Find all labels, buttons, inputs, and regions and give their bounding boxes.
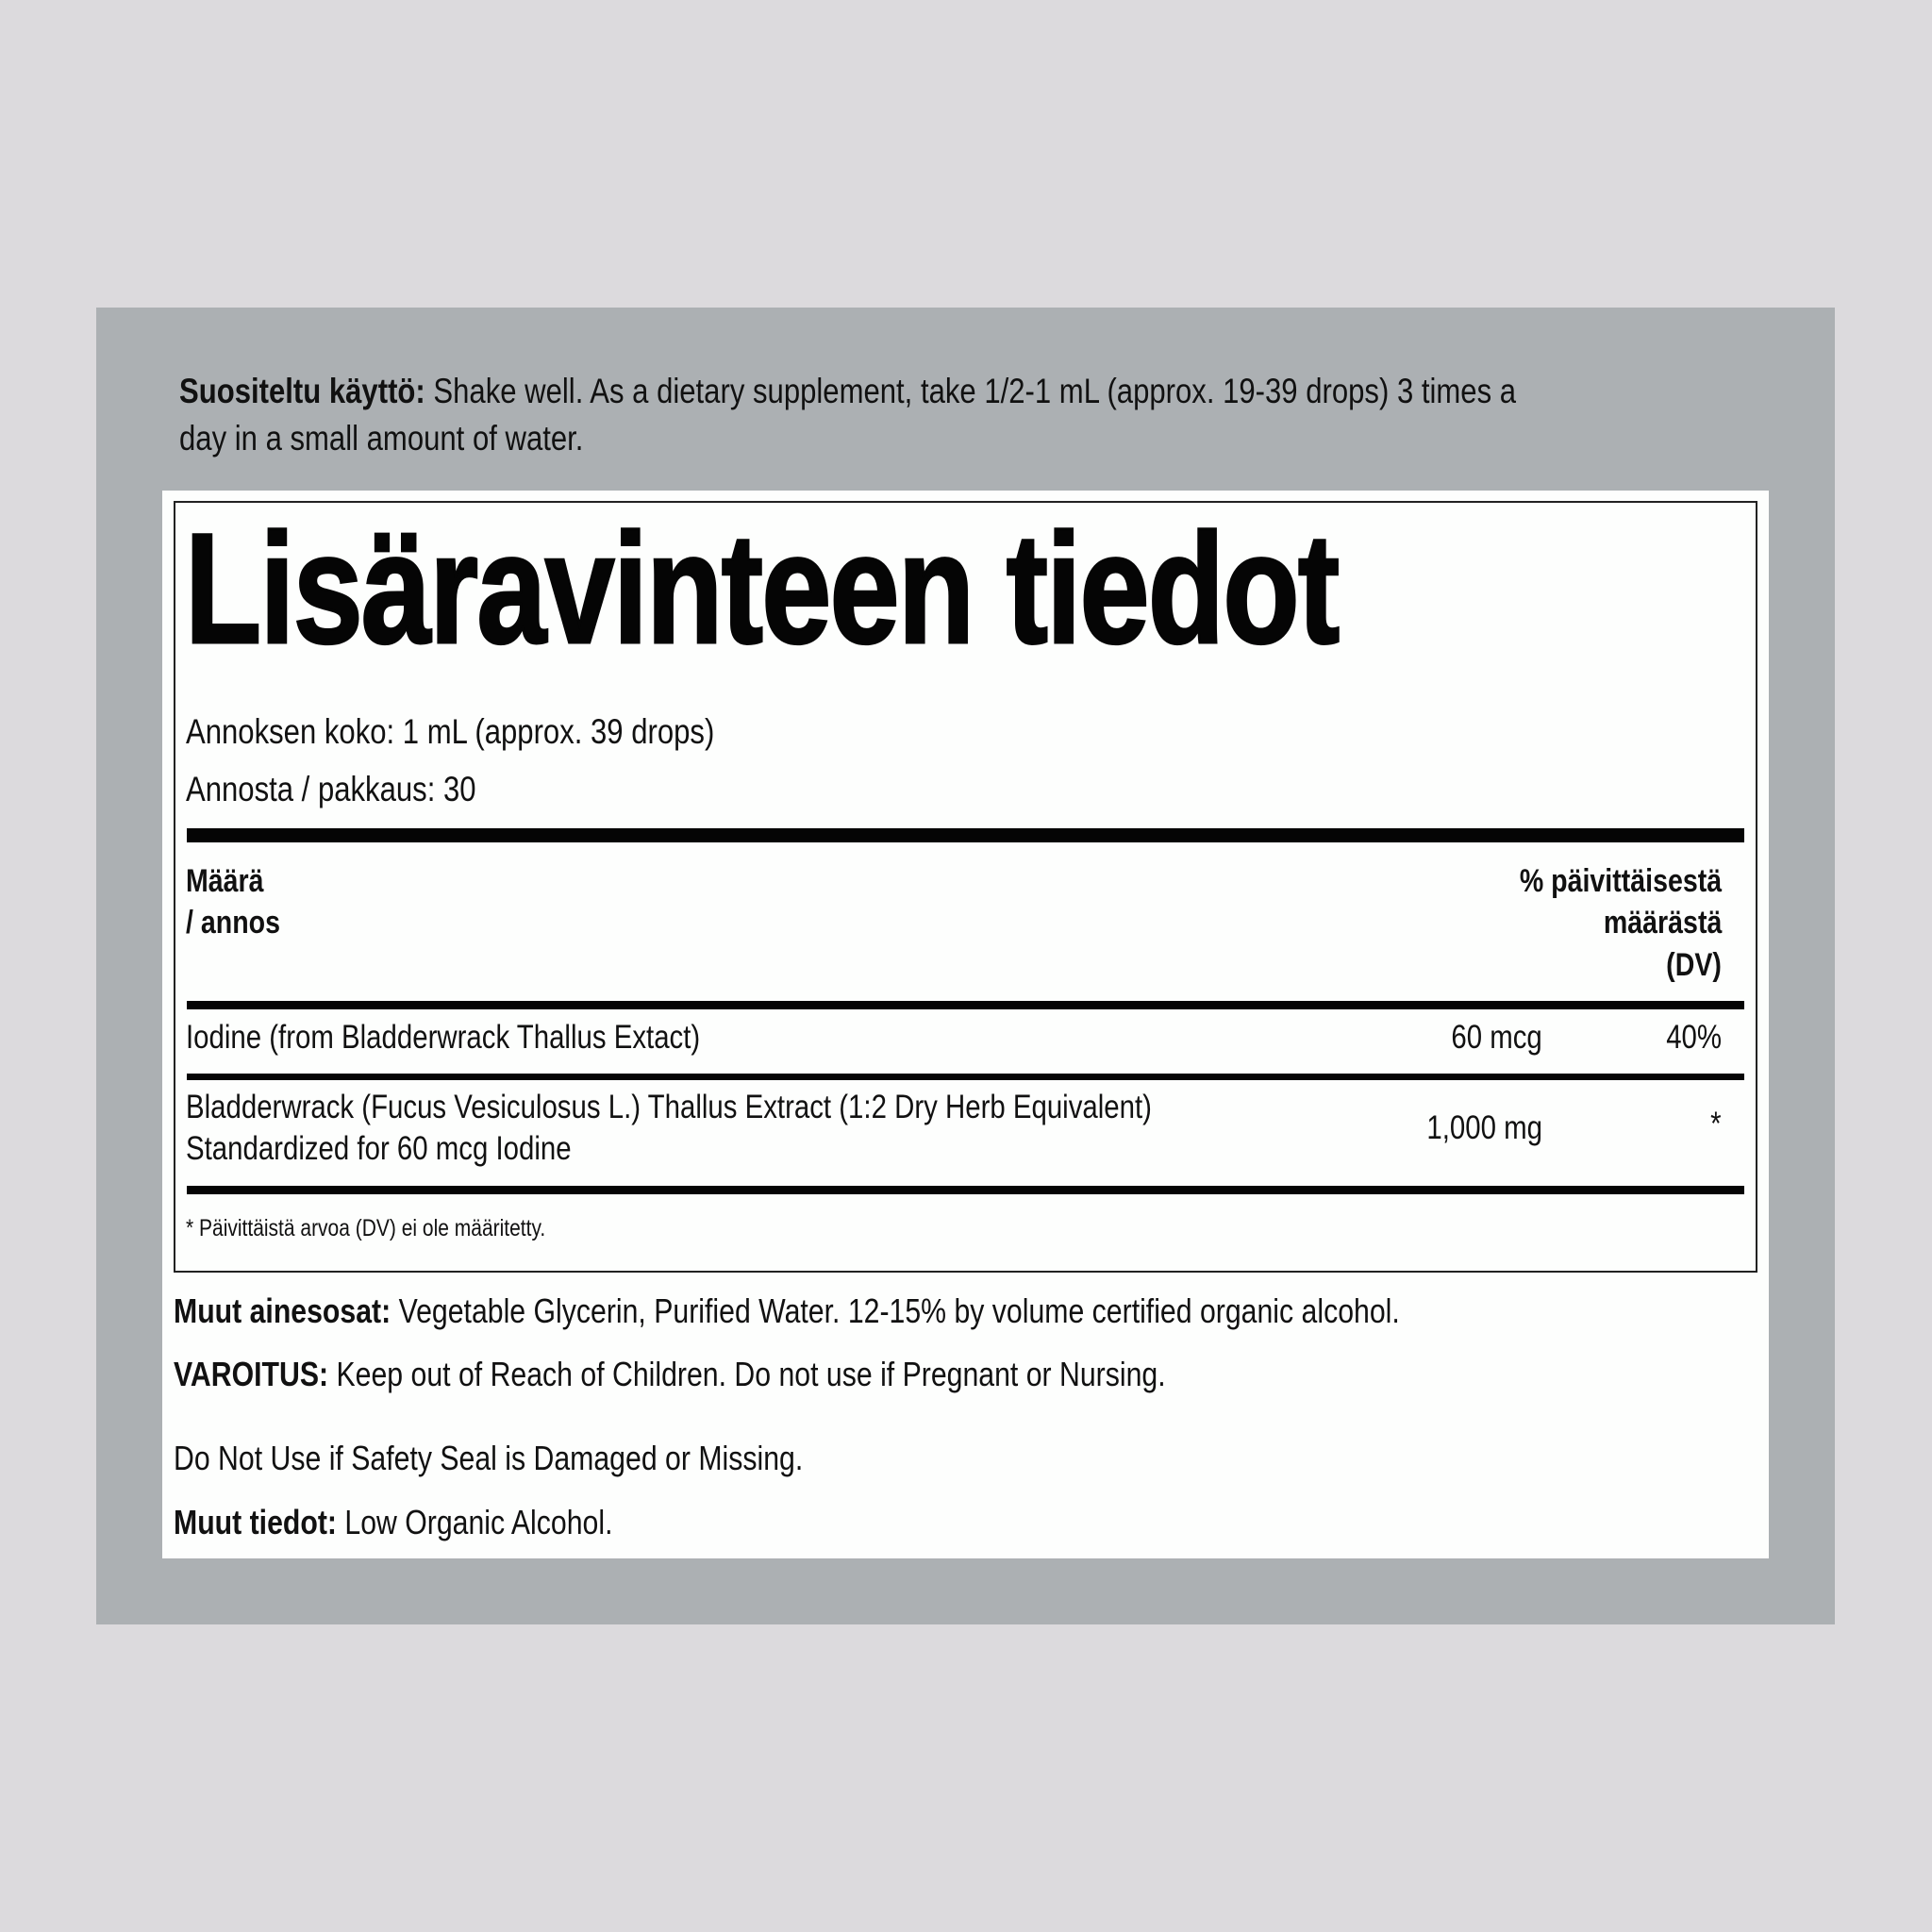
row-iodine-amount: 60 mcg bbox=[1451, 1019, 1542, 1056]
facts-title: Lisäravinteen tiedot bbox=[185, 502, 1339, 676]
suggested-use-line1 bbox=[179, 371, 1516, 412]
header-dv-line1: % päivittäisestä bbox=[1519, 863, 1722, 899]
suggested-use-label: Suositeltu käyttö: bbox=[179, 372, 425, 410]
suggested-use-line2: day in a small amount of water. bbox=[179, 419, 584, 458]
other-ingredients-label: Muut ainesosat: bbox=[174, 1291, 391, 1330]
dv-footnote: * Päivittäistä arvoa (DV) ei ole määritetty. bbox=[186, 1215, 546, 1241]
divider-row bbox=[187, 1074, 1744, 1080]
warning-label: VAROITUS: bbox=[174, 1355, 329, 1393]
divider-bottom bbox=[187, 1186, 1744, 1194]
header-amount-line2: / annos bbox=[186, 905, 280, 941]
row-bladderwrack-name-line2: Standardized for 60 mcg Iodine bbox=[186, 1130, 572, 1167]
row-iodine-name: Iodine (from Bladderwrack Thallus Extact) bbox=[186, 1019, 701, 1056]
header-amount-line1: Määrä bbox=[186, 863, 264, 899]
divider-thick bbox=[187, 828, 1744, 842]
other-info-label: Muut tiedot: bbox=[174, 1503, 337, 1541]
other-ingredients-text: Vegetable Glycerin, Purified Water. 12-15% by volume certified organic alcohol. bbox=[391, 1291, 1400, 1330]
other-info-text: Low Organic Alcohol. bbox=[336, 1503, 613, 1541]
header-dv-line2: määrästä bbox=[1603, 905, 1722, 941]
header-dv-line3: (DV) bbox=[1666, 947, 1722, 983]
other-ingredients bbox=[174, 1291, 1400, 1332]
servings-per-container: Annosta / pakkaus: 30 bbox=[186, 770, 476, 808]
other-info bbox=[174, 1502, 612, 1543]
row-bladderwrack-dv: * bbox=[1710, 1106, 1722, 1142]
row-bladderwrack-name-line1: Bladderwrack (Fucus Vesiculosus L.) Thallus Extract (1:2 Dry Herb Equivalent) bbox=[186, 1089, 1152, 1125]
row-iodine-dv: 40% bbox=[1666, 1019, 1722, 1056]
serving-size: Annoksen koko: 1 mL (approx. 39 drops) bbox=[186, 712, 715, 751]
suggested-use-text: Shake well. As a dietary supplement, take 1/2-1 mL (approx. 19-39 drops) 3 times a bbox=[425, 372, 1517, 410]
row-bladderwrack-amount: 1,000 mg bbox=[1426, 1109, 1542, 1146]
warning-text: Keep out of Reach of Children. Do not use if Pregnant or Nursing. bbox=[328, 1355, 1166, 1393]
warning bbox=[174, 1354, 1166, 1395]
safety-seal-notice: Do Not Use if Safety Seal is Damaged or Missing. bbox=[174, 1439, 804, 1477]
divider-medium bbox=[187, 1001, 1744, 1009]
